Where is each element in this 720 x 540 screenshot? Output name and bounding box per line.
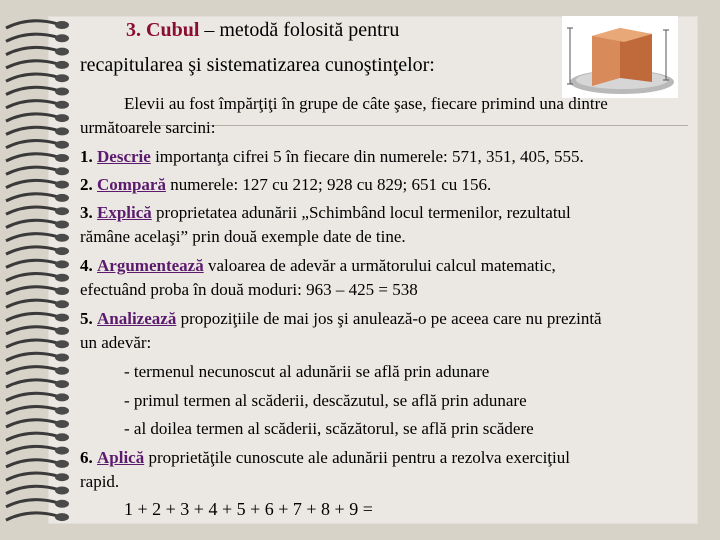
statement-2: - primul termen al scăderii, descăzutul, se află prin adunare <box>124 391 527 410</box>
task-text: numerele: 127 cu 212; 928 cu 829; 651 cu 156. <box>170 175 492 194</box>
task-text: proprietatea adunării „Schimbând locul termenilor, rezultatul <box>156 203 571 222</box>
statement-1: - termenul necunoscut al adunării se află prin adunare <box>124 362 490 381</box>
binding-hole <box>55 473 69 481</box>
binding-hole <box>55 460 69 468</box>
binding-ring <box>6 194 58 201</box>
binding-ring <box>6 220 58 227</box>
task-verb: Descrie <box>97 147 151 166</box>
binding-hole <box>55 234 69 242</box>
intro-line1: Elevii au fost împărţiţi în grupe de câte şase, fiecare primind una dintre <box>124 94 608 113</box>
binding-hole <box>55 380 69 388</box>
binding-ring <box>6 274 58 281</box>
binding-hole <box>55 194 69 202</box>
binding-hole <box>55 393 69 401</box>
binding-ring <box>6 353 58 360</box>
binding-ring <box>6 460 58 467</box>
binding-hole <box>55 247 69 255</box>
binding-ring <box>6 61 58 68</box>
binding-hole <box>55 48 69 56</box>
task-3-line2: rămâne acelaşi” prin două exemple date de tine. <box>80 227 406 246</box>
binding-hole <box>55 367 69 375</box>
binding-ring <box>6 446 58 453</box>
task-number: 4. <box>80 256 93 275</box>
task-number: 1. <box>80 147 93 166</box>
binding-hole <box>55 327 69 335</box>
binding-ring <box>6 500 58 507</box>
binding-hole <box>55 500 69 508</box>
slide-title-line2: recapitularea şi sistematizarea cunoştinţelor: <box>80 54 435 76</box>
binding-ring <box>6 167 58 174</box>
binding-hole <box>55 207 69 215</box>
binding-ring <box>6 21 58 28</box>
binding-hole <box>55 88 69 96</box>
binding-ring <box>6 101 58 108</box>
binding-hole <box>55 141 69 149</box>
binding-hole <box>55 21 69 29</box>
task-number: 6. <box>80 448 93 467</box>
task-6-line2: rapid. <box>80 472 120 491</box>
binding-ring <box>6 407 58 414</box>
binding-ring <box>6 433 58 440</box>
slide-title-line1 <box>126 18 399 42</box>
task-number: 5. <box>80 309 93 328</box>
binding-ring <box>6 260 58 267</box>
task-5 <box>80 309 602 329</box>
task-verb: Aplică <box>97 448 145 467</box>
task-number: 2. <box>80 175 93 194</box>
binding-hole <box>55 127 69 135</box>
binding-hole <box>55 354 69 362</box>
cube-illustration <box>562 16 678 98</box>
binding-ring <box>6 34 58 41</box>
task-text: propoziţiile de mai jos şi anulează-o pe aceea care nu prezintă <box>180 309 602 328</box>
task-3 <box>80 203 571 223</box>
binding-ring <box>6 141 58 148</box>
task-text: importanţa cifrei 5 în fiecare din numerele: 571, 351, 405, 555. <box>155 147 584 166</box>
title-keyword: Cubul <box>146 19 200 41</box>
binding-hole <box>55 74 69 82</box>
binding-hole <box>55 407 69 415</box>
binding-ring <box>6 87 58 94</box>
binding-ring <box>6 114 58 121</box>
task-verb: Compară <box>97 175 166 194</box>
exercise: 1 + 2 + 3 + 4 + 5 + 6 + 7 + 8 + 9 = <box>124 499 373 519</box>
binding-ring <box>6 154 58 161</box>
binding-hole <box>55 300 69 308</box>
binding-hole <box>55 101 69 109</box>
binding-ring <box>6 313 58 320</box>
statement-3: - al doilea termen al scăderii, scăzătorul, se află prin scădere <box>124 419 534 438</box>
binding-hole <box>55 340 69 348</box>
spiral-binding <box>0 14 80 524</box>
binding-ring <box>6 393 58 400</box>
binding-ring <box>6 380 58 387</box>
task-2 <box>80 175 491 195</box>
task-number: 3. <box>80 203 93 222</box>
task-1 <box>80 147 584 167</box>
task-4 <box>80 256 556 276</box>
binding-ring <box>6 420 58 427</box>
task-verb: Analizează <box>97 309 177 328</box>
binding-ring <box>6 513 58 520</box>
binding-ring <box>6 247 58 254</box>
binding-ring <box>6 47 58 54</box>
binding-ring <box>6 180 58 187</box>
intro-line2: următoarele sarcini: <box>80 118 216 137</box>
binding-hole <box>55 181 69 189</box>
binding-ring <box>6 300 58 307</box>
task-verb: Explică <box>97 203 152 222</box>
binding-hole <box>55 260 69 268</box>
binding-hole <box>55 274 69 282</box>
task-verb: Argumentează <box>97 256 204 275</box>
binding-ring <box>6 367 58 374</box>
binding-ring <box>6 486 58 493</box>
binding-ring <box>6 207 58 214</box>
binding-hole <box>55 314 69 322</box>
cube-icon <box>562 16 678 98</box>
task-text: valoarea de adevăr a următorului calcul matematic, <box>207 256 556 275</box>
binding-ring <box>6 327 58 334</box>
binding-hole <box>55 487 69 495</box>
binding-ring <box>6 234 58 241</box>
task-6 <box>80 448 570 468</box>
title-rest: – metodă folosită pentru <box>204 19 400 41</box>
binding-ring <box>6 340 58 347</box>
binding-hole <box>55 513 69 521</box>
binding-hole <box>55 221 69 229</box>
binding-hole <box>55 447 69 455</box>
binding-ring <box>6 287 58 294</box>
binding-ring <box>6 473 58 480</box>
binding-hole <box>55 287 69 295</box>
task-4-line2: efectuând proba în două moduri: 963 – 425 = 538 <box>80 280 418 299</box>
binding-hole <box>55 34 69 42</box>
binding-hole <box>55 154 69 162</box>
binding-hole <box>55 433 69 441</box>
binding-ring <box>6 74 58 81</box>
task-5-line2: un adevăr: <box>80 333 152 352</box>
binding-hole <box>55 114 69 122</box>
binding-hole <box>55 420 69 428</box>
binding-hole <box>55 61 69 69</box>
title-number: 3. <box>126 19 141 41</box>
binding-ring <box>6 127 58 134</box>
task-text: proprietăţile cunoscute ale adunării pentru a rezolva exerciţiul <box>148 448 570 467</box>
binding-hole <box>55 167 69 175</box>
